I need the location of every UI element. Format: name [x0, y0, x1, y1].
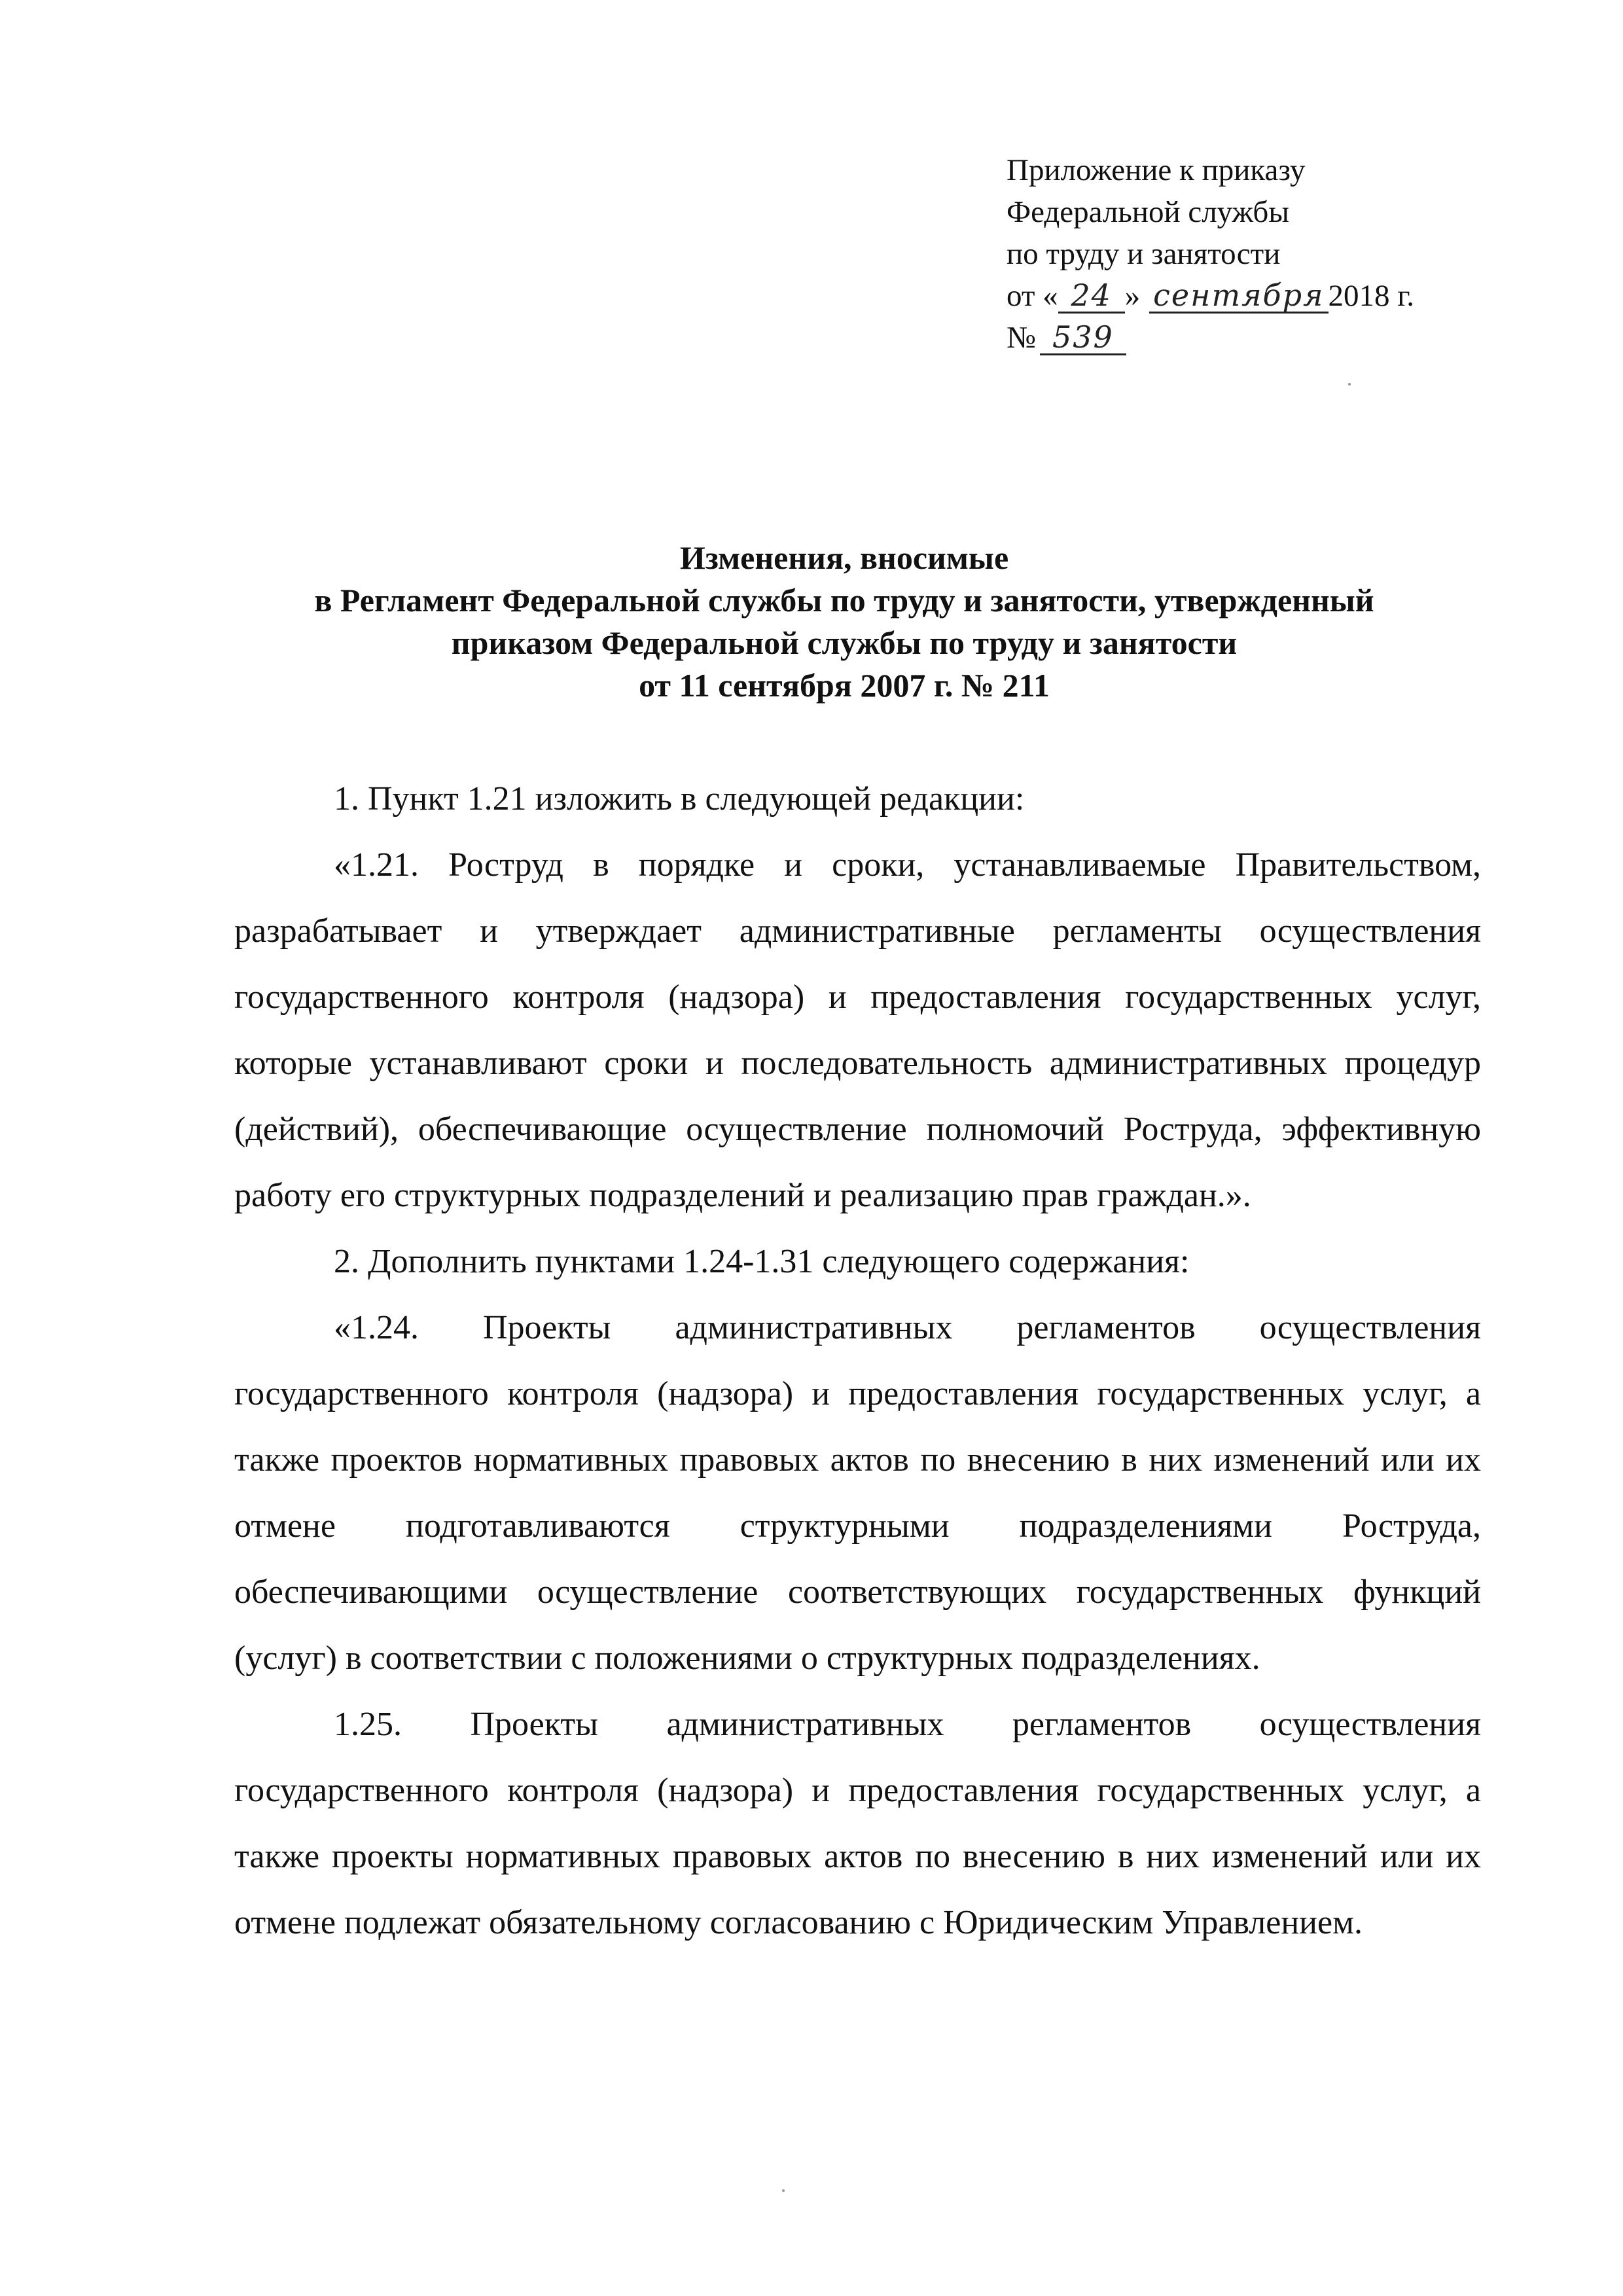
appendix-line-1: Приложение к приказу — [1007, 153, 1306, 187]
paragraph-1: 1. Пункт 1.21 изложить в следующей редакции: — [334, 780, 1025, 817]
date-prefix: от « — [1007, 279, 1058, 313]
paragraph-3: 2. Дополнить пунктами 1.24-1.31 следующего содержания: — [334, 1243, 1190, 1280]
paragraph-4: «1.24. Проекты административных регламентов осуществления государственного контроля (надзора) и предоставления государственных услуг, а также проектов нормативных правовых актов по внесению в них изменений или их отмене подготавливаются структурными подразделениями Роструда, обеспечивающими осуществление соответствующих государственных функций (услуг) в соответствии с положениями о структурных подразделениях. — [234, 1309, 1481, 1677]
paragraph-2: «1.21. Роструд в порядке и сроки, устанавливаемые Правительством, разрабатывает и утверждает административные регламенты осуществления государственного контроля (надзора) и предоставления государственных услуг, которые устанавливают сроки и последовательность административных процедур (действий), обеспечивающие осуществление полномочий Роструда, эффективную работу его структурных подразделений и реализацию прав граждан.». — [234, 846, 1481, 1214]
appendix-line-2: Федеральной службы — [1007, 195, 1289, 229]
scan-speck — [782, 2189, 785, 2192]
number-prefix: № — [1007, 321, 1036, 355]
date-year: 2018 г. — [1328, 279, 1414, 313]
title-line-4: от 11 сентября 2007 г. № 211 — [639, 667, 1050, 704]
document-title — [164, 537, 1525, 707]
date-mid: » — [1124, 279, 1141, 313]
title-line-1: Изменения, вносимые — [679, 539, 1009, 576]
title-line-2: в Регламент Федеральной службы по труду и занятости, утвержденный — [314, 582, 1374, 619]
handwritten-month: сентября — [1149, 279, 1328, 314]
scan-speck — [1348, 383, 1351, 386]
appendix-number-line — [1007, 317, 1596, 359]
document-body — [234, 766, 1481, 1956]
handwritten-number: 539 — [1040, 321, 1126, 355]
appendix-line-3: по труду и занятости — [1007, 237, 1281, 271]
appendix-header — [1007, 149, 1596, 359]
paragraph-5: 1.25. Проекты административных регламентов осуществления государственного контроля (надзора) и предоставления государственных услуг, а также проекты нормативных правовых актов по внесению в них изменений или их отмене подлежат обязательному согласованию с Юридическим Управлением. — [234, 1706, 1481, 1941]
title-line-3: приказом Федеральной службы по труду и занятости — [451, 624, 1238, 661]
handwritten-day: 24 — [1058, 279, 1125, 314]
appendix-date-line — [1007, 275, 1596, 317]
